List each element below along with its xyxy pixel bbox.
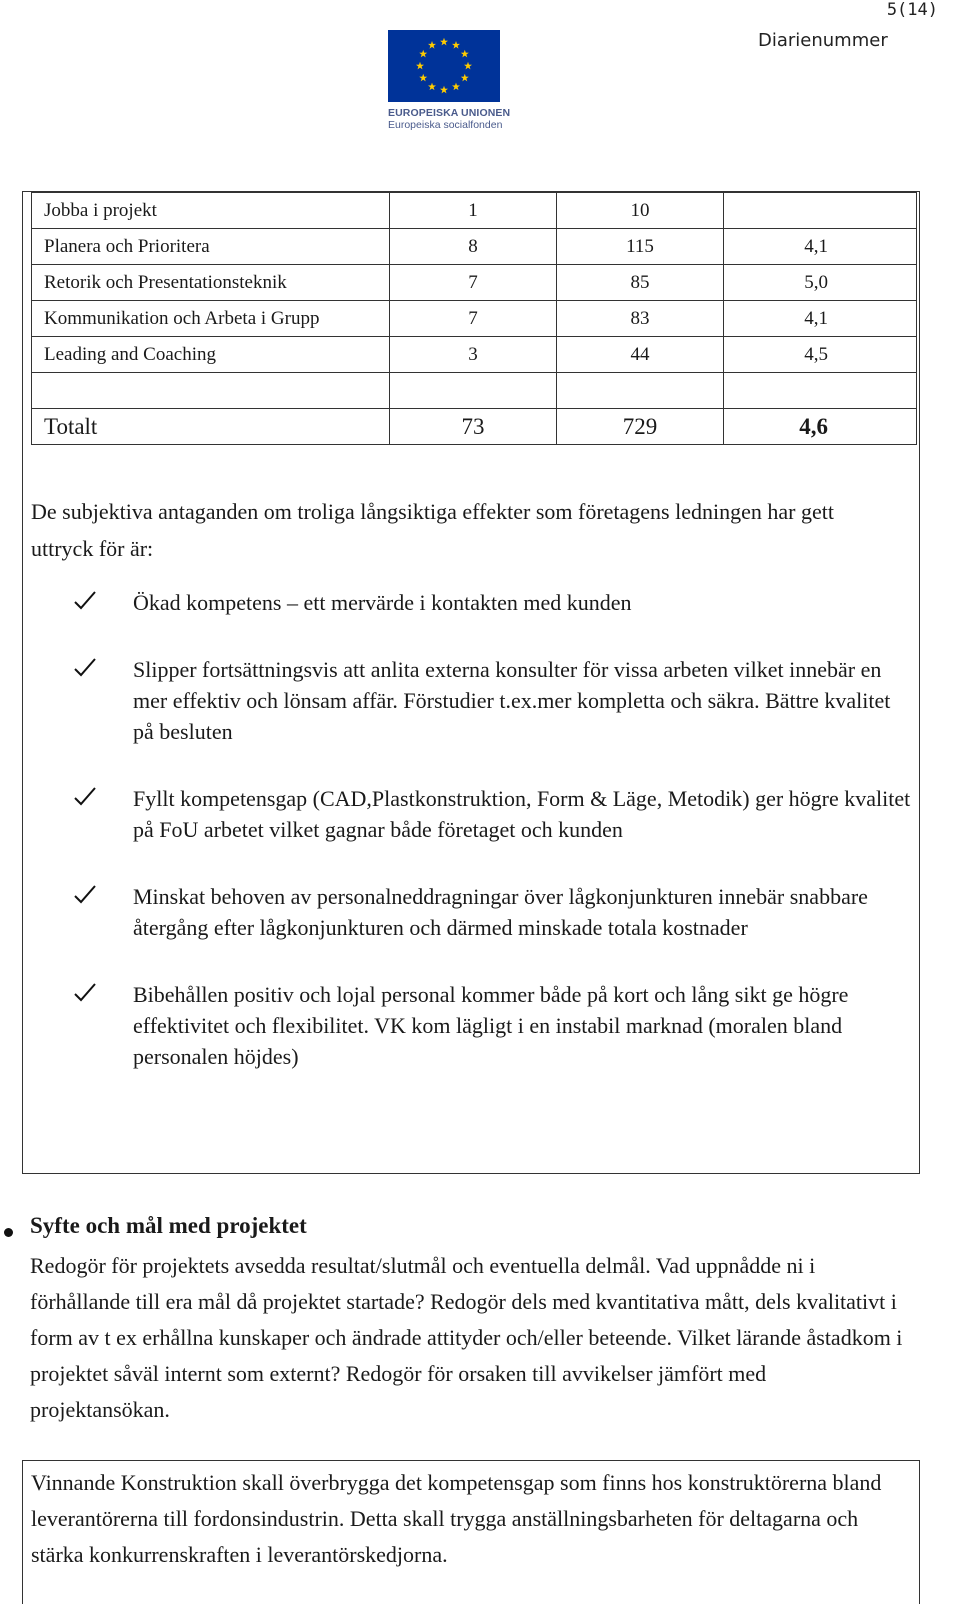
- effects-intro: De subjektiva antaganden om troliga långsiktiga effekter som företagens ledningen har gett uttryck för är:: [31, 499, 834, 561]
- table-cell-name: Leading and Coaching: [32, 337, 390, 373]
- list-item-text: Slipper fortsättningsvis att anlita externa konsulter för vissa arbeten vilket innebär en mer effektiv och lönsam affär. Förstudier t.ex.mer kompletta och säkra. Bättre kvalitet på besluten: [133, 657, 891, 744]
- table-total-label: Totalt: [32, 409, 390, 445]
- page-number: 5(14): [886, 0, 938, 20]
- eu-star-icon: [464, 62, 472, 70]
- table-cell-b: 44: [557, 337, 724, 373]
- bullet-icon: [4, 1228, 13, 1237]
- table-total-b: 729: [557, 409, 724, 445]
- list-item-text: Fyllt kompetensgap (CAD,Plastkonstruktion, Form & Läge, Metodik) ger högre kvalitet på FoU arbetet vilket gagnar både företaget och kunden: [133, 786, 911, 842]
- eu-logo: [388, 30, 511, 131]
- table-cell-name: Kommunikation och Arbeta i Grupp: [32, 301, 390, 337]
- table-cell-a: 3: [390, 337, 557, 373]
- eu-logo-line2: Europeiska socialfonden: [388, 119, 503, 131]
- checkmark-icon: [73, 589, 97, 613]
- table-cell-name: Planera och Prioritera: [32, 229, 390, 265]
- table-cell-name: [32, 373, 390, 409]
- table-cell-b: [557, 373, 724, 409]
- table-row: [32, 301, 917, 337]
- table-cell-b: 85: [557, 265, 724, 301]
- table-cell-c: 5,0: [724, 265, 917, 301]
- table-cell-b: 10: [557, 193, 724, 229]
- eu-star-icon: [416, 62, 424, 70]
- results-table: [31, 192, 917, 445]
- list-item: [73, 881, 913, 943]
- table-cell-name: Retorik och Presentationsteknik: [32, 265, 390, 301]
- table-cell-a: [390, 373, 557, 409]
- list-item: [73, 654, 913, 747]
- eu-star-icon: [428, 41, 436, 49]
- table-cell-b: 83: [557, 301, 724, 337]
- answer-text: Vinnande Konstruktion skall överbrygga det kompetensgap som finns hos konstruktörerna bland leverantörerna till fordonsindustrin. Detta skall trygga anställningsbarheten för deltagarna och stärka konkurrenskraften i leverantörskedjorna.: [31, 1470, 882, 1567]
- table-total-a: 73: [390, 409, 557, 445]
- checkmark-icon: [73, 883, 97, 907]
- section-body: Redogör för projektets avsedda resultat/slutmål och eventuella delmål. Vad uppnådde ni i förhållande till era mål då projektet startade? Redogör dels med kvantitativa mått, dels kvalitativt i form av t ex erhållna kunskaper och ändrade attityder och/eller beteende. Vilket lärande åstadkom i projektet såväl internt som externt? Redogör för orsaken till avvikelser jämfört med projektansökan.: [30, 1253, 903, 1422]
- eu-star-icon: [452, 41, 460, 49]
- eu-star-icon: [428, 83, 436, 91]
- diarienummer-label: Diarienummer: [758, 30, 888, 51]
- list-item: [73, 587, 913, 618]
- table-total-c: 4,6: [724, 409, 917, 445]
- table-row: [32, 193, 917, 229]
- table-total-row: [32, 409, 917, 445]
- eu-star-icon: [452, 83, 460, 91]
- table-row: [32, 373, 917, 409]
- list-item-text: Ökad kompetens – ett mervärde i kontakten med kunden: [133, 590, 632, 615]
- table-cell-c: 4,5: [724, 337, 917, 373]
- table-cell-a: 1: [390, 193, 557, 229]
- checkmark-icon: [73, 981, 97, 1005]
- eu-star-icon: [419, 74, 427, 82]
- table-cell-c: 4,1: [724, 229, 917, 265]
- eu-star-icon: [419, 50, 427, 58]
- eu-star-icon: [461, 50, 469, 58]
- eu-flag-icon: [388, 30, 500, 102]
- section-heading: Syfte och mål med projektet: [30, 1213, 307, 1238]
- list-item-text: Bibehållen positiv och lojal personal kommer både på kort och lång sikt ge högre effektivitet och flexibilitet. VK kom lägligt i en instabil marknad (moralen bland personalen höjdes): [133, 982, 849, 1069]
- results-box: [22, 191, 920, 1174]
- table-cell-name: Jobba i projekt: [32, 193, 390, 229]
- list-item-text: Minskat behoven av personalneddragningar över lågkonjunkturen innebär snabbare återgång efter lågkonjunkturen och därmed minskade totala kostnader: [133, 884, 868, 940]
- list-item: [73, 979, 913, 1072]
- effects-list: [73, 587, 913, 1108]
- eu-star-icon: [440, 38, 448, 46]
- table-cell-c: 4,1: [724, 301, 917, 337]
- table-cell-a: 7: [390, 301, 557, 337]
- table-row: [32, 265, 917, 301]
- eu-star-icon: [461, 74, 469, 82]
- table-cell-a: 8: [390, 229, 557, 265]
- table-cell-c: [724, 193, 917, 229]
- list-item: [73, 783, 913, 845]
- checkmark-icon: [73, 785, 97, 809]
- eu-star-icon: [440, 86, 448, 94]
- eu-logo-line1: EUROPEISKA UNIONEN: [388, 107, 511, 119]
- answer-box: [22, 1460, 920, 1604]
- table-row: [32, 229, 917, 265]
- table-row: [32, 337, 917, 373]
- table-cell-a: 7: [390, 265, 557, 301]
- checkmark-icon: [73, 656, 97, 680]
- table-cell-b: 115: [557, 229, 724, 265]
- table-cell-c: [724, 373, 917, 409]
